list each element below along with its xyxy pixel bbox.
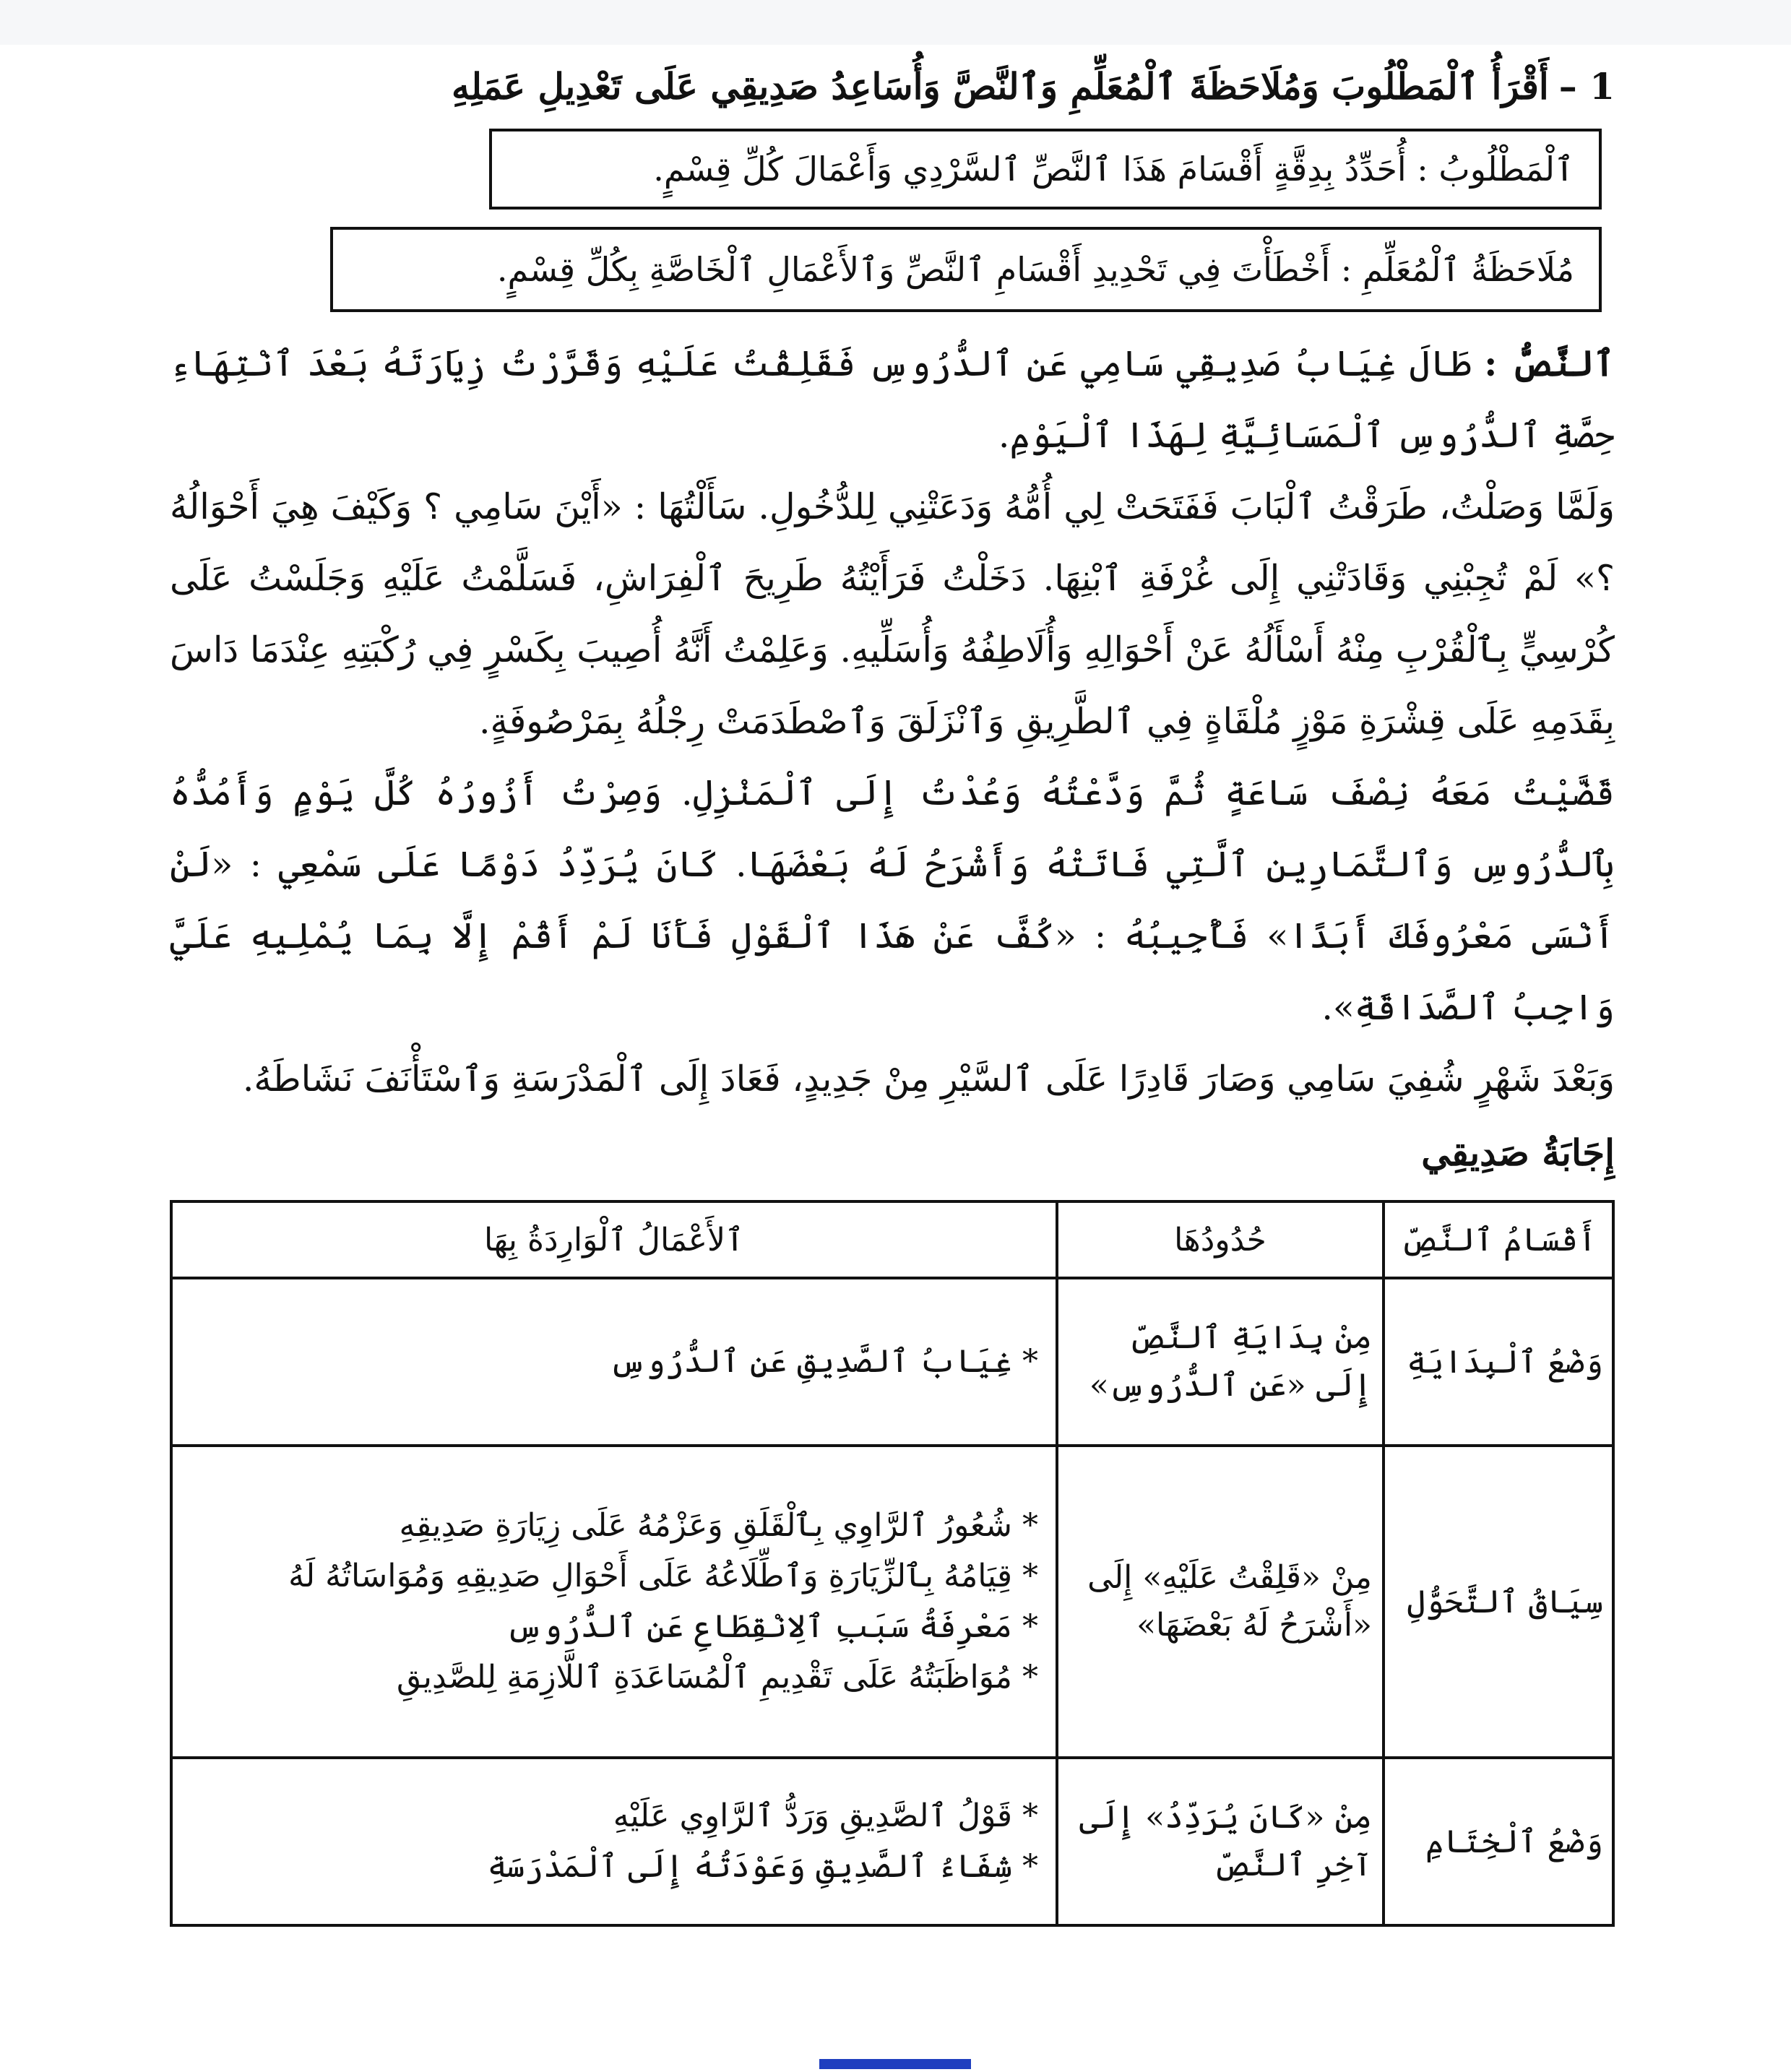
table-row bbox=[171, 1758, 1613, 1925]
exercise-number: 1 – bbox=[1558, 65, 1615, 108]
work-item: * شُعُورُ ٱلرَّاوِي بِٱلْقَلَقِ وَعَزْمُهُ عَلَى زِيَارَةِ صَدِيقِهِ bbox=[190, 1501, 1038, 1551]
passage-paragraph: وَلَمَّا وَصَلْتُ، طَرَقْتُ ٱلْبَابَ فَفَتَحَتْ لِي أُمُّهُ وَدَعَتْنِي لِلدُّخُولِ. سَأَلْتُهَا : «أَيْنَ سَامِي ؟ وَكَيْفَ هِيَ أَحْوَالُهُ ؟» لَمْ تُجِبْنِي وَقَادَتْنِي إِلَى غُرْفَةِ ٱبْنِهَا. دَخَلْتُ فَرَأَيْتُهُ طَرِيحَ ٱلْفِرَاشِ، فَسَلَّمْتُ عَلَيْهِ وَجَلَسْتُ عَلَى كُرْسِيٍّ بِٱلْقُرْبِ مِنْهُ أَسْأَلُهُ عَنْ أَحْوَالِهِ وَأُلَاطِفُهُ وَأُسَلِّيهِ. وَعَلِمْتُ أَنَّهُ أُصِيبَ بِكَسْرٍ فِي رُكْبَتِهِ عِنْدَمَا دَاسَ بِقَدَمِهِ عَلَى قِشْرَةِ مَوْزٍ مُلْقَاةٍ فِي ٱلطَّرِيقِ وَٱنْزَلَقَ وَٱصْطَدَمَتْ رِجْلُهُ بِمَرْصُوفَةٍ. bbox=[170, 486, 1615, 742]
exercise-heading bbox=[170, 51, 1615, 123]
answer-table bbox=[170, 1200, 1615, 1927]
work-item: * مَعْرِفَةُ سَبَبِ ٱلِانْقِطَاعِ عَنِ ٱلدُّرُوسِ bbox=[190, 1602, 1038, 1652]
header-works: ٱلأَعْمَالُ ٱلْوَارِدَةُ بِهَا bbox=[171, 1201, 1057, 1278]
header-bounds: حُدُودُهَا bbox=[1057, 1201, 1384, 1278]
passage-paragraph: قَضَّيْتُ مَعَهُ نِصْفَ سَاعَةٍ ثُمَّ وَدَّعْتُهُ وَعُدْتُ إِلَى ٱلْمَنْزِلِ. وَصِرْتُ أَزُورُهُ كُلَّ يَوْمٍ وَأَمُدُّهُ بِٱلدُّرُوسِ وَٱلتَّمَارِينِ ٱلَّتِي فَاتَتْهُ وَأَشْرَحُ لَهُ بَعْضَهَا. كَانَ يُرَدِّدُ دَوْمًا عَلَى سَمْعِي : «لَنْ أَنْسَى مَعْرُوفَكَ أَبَدًا» فَأُجِيبُهُ : «كُفَّ عَنْ هَذَا ٱلْقَوْلِ فَأَنَا لَمْ أَقُمْ إِلَّا بِمَا يُمْلِيهِ عَلَيَّ وَاجِبُ ٱلصَّدَاقَةِ». bbox=[170, 772, 1615, 1028]
work-item: * مُوَاظَبَتُهُ عَلَى تَقْدِيمِ ٱلْمُسَاعَدَةِ ٱللَّازِمَةِ لِلصَّدِيقِ bbox=[190, 1652, 1038, 1703]
part-cell: وَضْعُ ٱلْخِتَامِ bbox=[1384, 1758, 1613, 1925]
passage-paragraph: وَبَعْدَ شَهْرٍ شُفِيَ سَامِي وَصَارَ قَادِرًا عَلَى ٱلسَّيْرِ مِنْ جَدِيدٍ، فَعَادَ إِلَى ٱلْمَدْرَسَةِ وَٱسْتَأْنَفَ نَشَاطَهُ. bbox=[242, 1058, 1615, 1100]
passage bbox=[170, 328, 1615, 1115]
works-cell bbox=[171, 1758, 1057, 1925]
work-item: * غِيَابُ ٱلصَّدِيقِ عَنِ ٱلدُّرُوسِ bbox=[190, 1337, 1038, 1387]
work-item: * قِيَامُهُ بِٱلزِّيَارَةِ وَٱطِّلَاعُهُ عَلَى أَحْوَالِ صَدِيقِهِ وَمُوَاسَاتُهُ لَهُ bbox=[190, 1551, 1038, 1602]
exercise-instruction: أَقْرَأُ ٱلْمَطْلُوبَ وَمُلَاحَظَةَ ٱلْمُعَلِّمِ وَٱلنَّصَّ وَأُسَاعِدُ صَدِيقِي عَلَى تَعْدِيلِ عَمَلِهِ bbox=[451, 65, 1549, 108]
part-cell: سِيَاقُ ٱلتَّحَوُّلِ bbox=[1384, 1446, 1613, 1758]
bounds-cell: مِنْ «قَلِقْتُ عَلَيْهِ» إِلَى «أَشْرَحُ لَهُ بَعْضَهَا» bbox=[1057, 1446, 1384, 1758]
required-box: ٱلْمَطْلُوبُ : أُحَدِّدُ بِدِقَّةٍ أَقْسَامَ هَذَا ٱلنَّصِّ ٱلسَّرْدِي وَأَعْمَالَ كُلِّ قِسْمٍ. bbox=[489, 129, 1602, 210]
works-cell bbox=[171, 1278, 1057, 1446]
top-strip bbox=[0, 0, 1791, 45]
teacher-note-box: مُلَاحَظَةُ ٱلْمُعَلِّمِ : أَخْطَأْتَ فِي تَحْدِيدِ أَقْسَامِ ٱلنَّصِّ وَٱلأَعْمَالِ ٱلْخَاصَّةِ بِكُلِّ قِسْمٍ. bbox=[330, 227, 1602, 312]
page-progress-bar bbox=[819, 2059, 971, 2069]
table-row bbox=[171, 1446, 1613, 1758]
bounds-cell: مِنْ بِدَايَةِ ٱلنَّصِّ إِلَى «عَنِ ٱلدُّرُوسِ» bbox=[1057, 1278, 1384, 1446]
works-cell bbox=[171, 1446, 1057, 1758]
part-cell: وَضْعُ ٱلْبِدَايَةِ bbox=[1384, 1278, 1613, 1446]
answer-title: إِجَابَةُ صَدِيقِي bbox=[1421, 1131, 1615, 1174]
passage-paragraph bbox=[170, 328, 1615, 471]
table-row bbox=[171, 1278, 1613, 1446]
worksheet-page bbox=[170, 51, 1615, 1927]
table-header-row bbox=[171, 1201, 1613, 1278]
header-parts: أَقْسَامُ ٱلنَّصِّ bbox=[1384, 1201, 1613, 1278]
work-item: * قَوْلُ ٱلصَّدِيقِ وَرَدُّ ٱلرَّاوِي عَلَيْهِ bbox=[190, 1791, 1038, 1842]
passage-text: طَالَ غِيَابُ صَدِيقِي سَامِي عَنِ ٱلدُّرُوسِ فَقَلِقْتُ عَلَيْهِ وَقَرَّرْتُ زِيَارَتَهُ بَعْدَ ٱنْتِهَاءِ حِصَّةِ ٱلدُّرُوسِ ٱلْمَسَائِيَّةِ لِهَذَا ٱلْيَوْمِ. bbox=[170, 343, 1615, 456]
passage-label: ٱلنَّصُّ : bbox=[1484, 342, 1615, 384]
work-item: * شِفَاءُ ٱلصَّدِيقِ وَعَوْدَتُهُ إِلَى ٱلْمَدْرَسَةِ bbox=[190, 1842, 1038, 1892]
bounds-cell: مِنْ «كَانَ يُرَدِّدُ» إِلَى آخِرِ ٱلنَّصِّ bbox=[1057, 1758, 1384, 1925]
